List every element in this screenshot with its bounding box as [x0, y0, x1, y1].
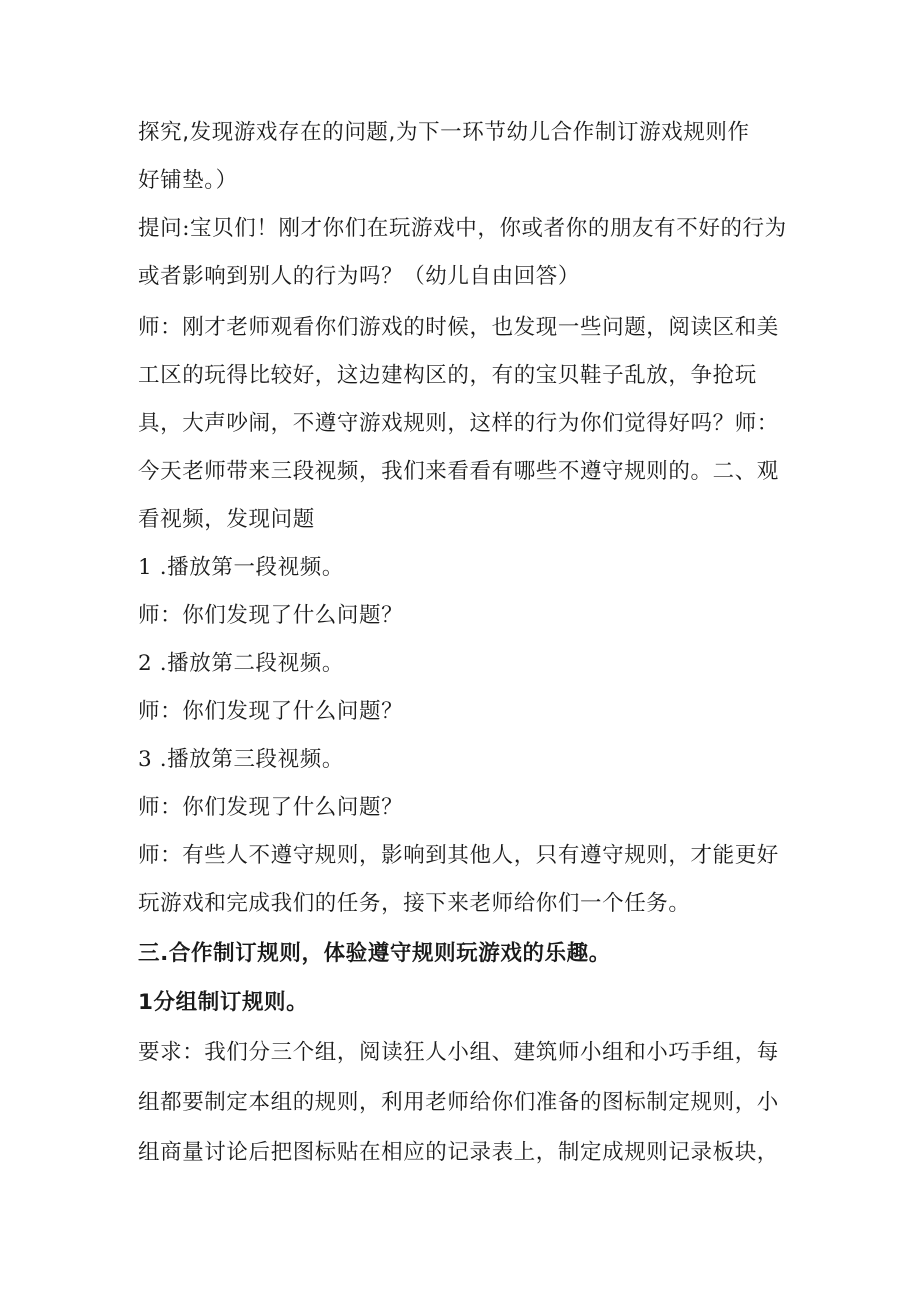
text-line-9: 看视频，发现问题	[138, 507, 315, 532]
text-line-2: 好铺垫。）	[138, 168, 238, 193]
text-line-1: 探究,发现游戏存在的问题,为下一环节幼儿合作制订游戏规则作	[138, 120, 750, 145]
text-line-13: 师：你们发现了什么问题？	[138, 699, 404, 724]
text-line-4: 或者影响到别人的行为吗？（幼儿自由回答）	[138, 264, 581, 289]
text-line-22: 组商量讨论后把图标贴在相应的记录表上，制定成规则记录板块，	[138, 1140, 779, 1165]
text-line-3: 提问:宝贝们！刚才你们在玩游戏中，你或者你的朋友有不好的行为	[138, 216, 787, 241]
text-line-20: 要求：我们分三个组，阅读狂人小组、建筑师小组和小巧手组，每	[138, 1040, 779, 1065]
text-line-14: 3 .播放第三段视频。	[138, 747, 344, 772]
text-line-5: 师：刚才老师观看你们游戏的时候，也发现一些问题，阅读区和美	[138, 315, 779, 340]
subsection-heading: 1分组制订规则。	[138, 990, 309, 1015]
text-line-10: 1 .播放第一段视频。	[138, 555, 344, 580]
text-line-12: 2 .播放第二段视频。	[138, 651, 344, 676]
text-line-21: 组都要制定本组的规则，利用老师给你们准备的图标制定规则，小	[138, 1090, 779, 1115]
text-line-16: 师：有些人不遵守规则，影响到其他人，只有遵守规则，才能更好	[138, 843, 779, 868]
text-line-11: 师：你们发现了什么问题？	[138, 603, 404, 628]
text-line-7: 具，大声吵闹，不遵守游戏规则，这样的行为你们觉得好吗？师：	[138, 411, 779, 436]
text-line-6: 工区的玩得比较好，这边建构区的，有的宝贝鞋子乱放，争抢玩	[138, 363, 757, 388]
text-line-17: 玩游戏和完成我们的任务，接下来老师给你们一个任务。	[138, 891, 691, 916]
text-line-15: 师：你们发现了什么问题？	[138, 795, 404, 820]
text-line-8: 今天老师带来三段视频，我们来看看有哪些不遵守规则的。二、观	[138, 459, 779, 484]
section-heading: 三.合作制订规则，体验遵守规则玩游戏的乐趣。	[138, 941, 611, 966]
